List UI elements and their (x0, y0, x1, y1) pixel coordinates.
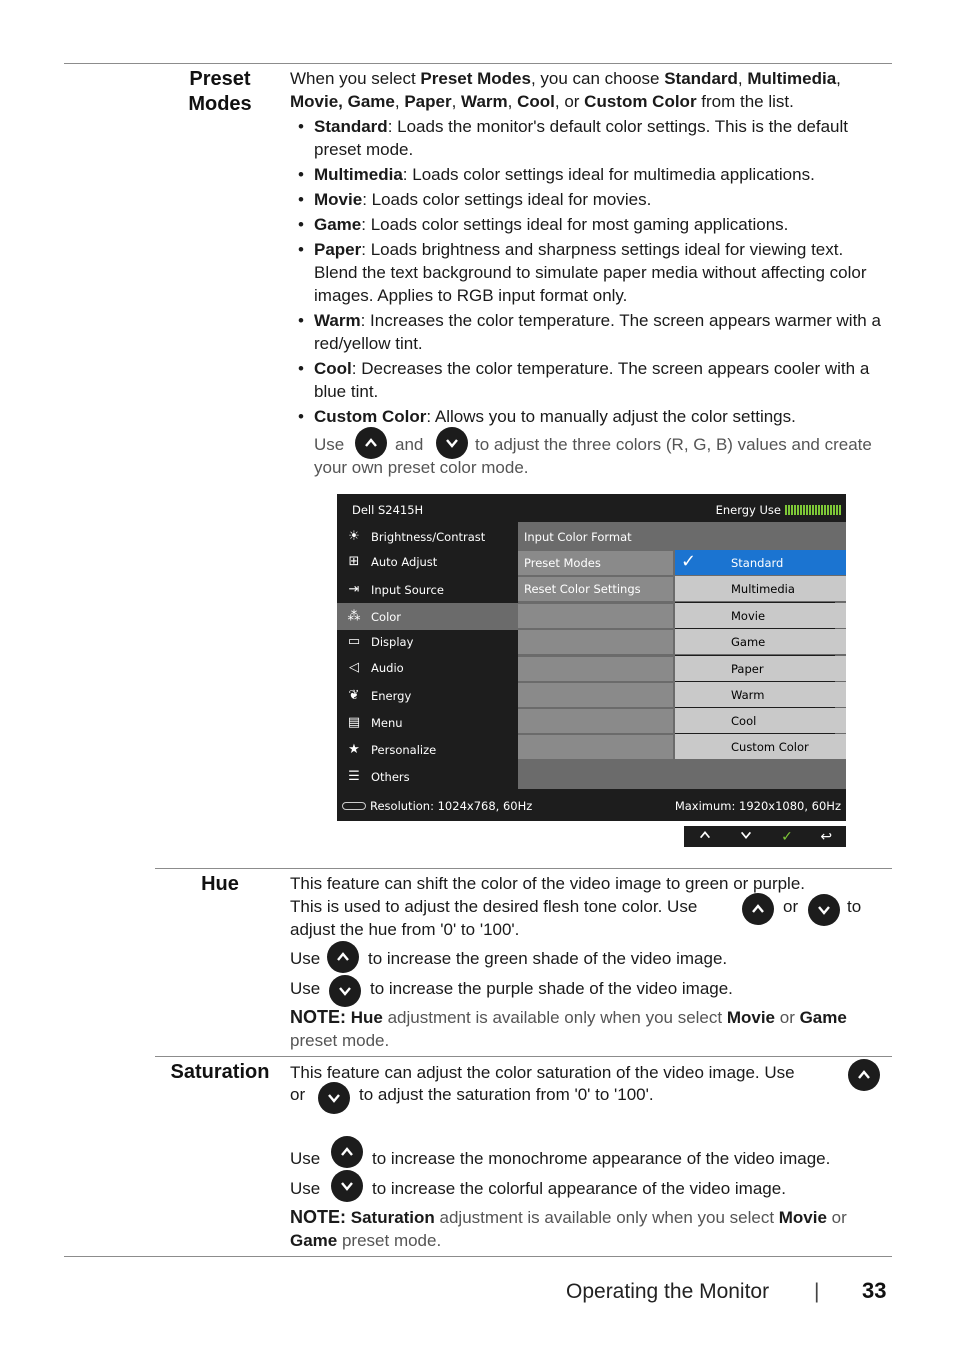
bullet-term: Paper (314, 240, 362, 259)
color-icon: ⁂ (347, 609, 361, 624)
energy-bars-icon (785, 505, 841, 515)
osd-menu-auto-adjust[interactable] (337, 548, 518, 575)
saturation-note-line2 (290, 1229, 441, 1252)
menu-label: Brightness/Contrast (371, 529, 486, 544)
bullet-cool (298, 357, 884, 403)
bullet-desc: : Decreases the color temperature. The screen appears cooler with a blue tint. (314, 359, 870, 401)
bullet-desc: : Increases the color temperature. The screen appears warmer with a red/yellow tint. (314, 311, 881, 353)
hue-line1: This feature can shift the color of the video image to green or purple. (290, 874, 806, 893)
bullet-game (298, 213, 884, 236)
osd-status-bar (337, 790, 846, 821)
intro-text: When you select (290, 69, 421, 88)
up-button-icon (327, 941, 359, 973)
option-divider (675, 707, 835, 708)
intro-custom-color: Custom Color (584, 92, 697, 111)
down-button-icon (436, 427, 468, 459)
osd-menu-screenshot (337, 494, 846, 821)
osd-menu-audio[interactable] (337, 654, 518, 681)
hue-inc-purple: to increase the purple shade of the video image. (370, 979, 733, 998)
bullet-term: Cool (314, 359, 352, 378)
saturation-inc-color: to increase the colorful appearance of the video image. (372, 1179, 786, 1198)
display-icon: ▭ (347, 634, 361, 649)
hue-inc-green: to increase the green shade of the video image. (368, 949, 728, 968)
submenu-reset-color[interactable] (518, 577, 673, 601)
nav-up-icon[interactable] (698, 828, 712, 846)
down-button-icon (318, 1082, 350, 1114)
bullet-multimedia (298, 163, 884, 186)
osd-resolution (342, 799, 532, 813)
saturation-label: Saturation (170, 1061, 270, 1083)
bullet-term: Movie (314, 190, 363, 209)
energy-label: Energy Use (715, 503, 781, 517)
option-divider (675, 628, 835, 629)
option-standard[interactable] (675, 550, 846, 575)
note-text: or (826, 1208, 847, 1227)
hue-rule (155, 868, 892, 869)
bullet-term: Custom Color (314, 407, 427, 426)
menu-label: Input Source (371, 582, 444, 597)
bullet-term: Game (314, 215, 362, 234)
note-saturation: Saturation (350, 1208, 435, 1227)
option-label: Custom Color (731, 739, 809, 754)
bullet-term: Warm (314, 311, 361, 330)
note-hue: Hue (350, 1008, 383, 1027)
hue-use-purple: Use (290, 979, 321, 998)
menu-label: Others (371, 769, 410, 784)
footer-separator: | (814, 1280, 820, 1303)
custom-use-text: Use (314, 435, 345, 454)
option-divider (675, 681, 835, 682)
down-button-icon (331, 1170, 363, 1202)
note-movie: Movie (778, 1208, 827, 1227)
bullet-desc: : Loads brightness and sharpness settings ideal for viewing text. Blend the text background to simulate paper media without affecting color images. Applies to RGB input format only. (314, 240, 867, 305)
menu-label: Energy (371, 688, 412, 703)
intro-text: , (507, 92, 518, 111)
page-number: 33 (862, 1278, 887, 1303)
submenu-empty (518, 630, 673, 654)
note-text: adjustment is available only when you select (434, 1208, 779, 1227)
custom-and-text: and (395, 435, 424, 454)
option-paper[interactable] (675, 656, 846, 681)
option-divider (675, 733, 835, 734)
hue-note-line2: preset mode. (290, 1031, 390, 1050)
osd-menu-input-source[interactable] (337, 576, 518, 603)
resolution-text: Resolution: 1024x768, 60Hz (370, 799, 533, 813)
submenu-empty (518, 683, 673, 707)
intro-text: , (394, 92, 405, 111)
bullet-paper (298, 238, 884, 307)
saturation-line2a: or (290, 1085, 306, 1104)
bullet-term: Standard (314, 117, 388, 136)
option-label: Cool (731, 713, 757, 728)
note-movie: Movie (726, 1008, 776, 1027)
menu-label: Auto Adjust (371, 554, 438, 569)
menu-label: Menu (371, 715, 403, 730)
osd-menu-menu[interactable] (337, 709, 518, 736)
intro-warm: Warm (461, 92, 508, 111)
submenu-preset-modes[interactable] (518, 551, 673, 575)
option-cool[interactable] (675, 708, 846, 733)
star-icon: ★ (348, 742, 360, 757)
bullet-warm (298, 309, 884, 355)
intro-movie-game: Movie, Game (290, 92, 395, 111)
up-button-icon (742, 893, 774, 925)
bullet-desc: : Loads the monitor's default color settings. This is the default preset mode. (314, 117, 848, 159)
hue-line3: adjust the hue from '0' to '100'. (290, 920, 520, 939)
nav-down-icon[interactable] (739, 828, 753, 846)
osd-maximum: Maximum: 1920x1080, 60Hz (674, 799, 841, 813)
bullet-custom-color (298, 405, 884, 428)
osd-menu-energy[interactable] (337, 682, 518, 709)
note-text: adjustment is available only when you select (382, 1008, 727, 1027)
preset-intro-line1 (290, 67, 841, 90)
check-icon: ✓ (681, 551, 697, 572)
saturation-rule (155, 1056, 892, 1057)
up-button-icon (355, 427, 387, 459)
submenu-empty (518, 735, 673, 759)
note-game: Game (799, 1008, 847, 1027)
up-button-icon (331, 1136, 363, 1168)
up-button-icon (848, 1059, 880, 1091)
bullet-desc: : Loads color settings ideal for most gaming applications. (361, 215, 789, 234)
option-warm[interactable] (675, 682, 846, 707)
osd-energy-use (716, 503, 841, 517)
intro-preset-modes: Preset Modes (420, 69, 531, 88)
hue-line2c: to (847, 897, 862, 916)
menu-label: Personalize (371, 742, 437, 757)
audio-icon: ◁ (349, 660, 359, 675)
menu-label: Audio (371, 660, 404, 675)
intro-paper: Paper (404, 92, 452, 111)
option-divider (675, 655, 835, 656)
preset-bullet-list (298, 115, 884, 430)
note-text: or (775, 1008, 800, 1027)
submenu-label: Input Color Format (524, 530, 632, 544)
option-game[interactable] (675, 629, 846, 654)
option-label: Paper (731, 661, 764, 676)
down-button-icon (808, 894, 840, 926)
bottom-rule (64, 1256, 892, 1257)
bullet-desc: : Allows you to manually adjust the color settings. (426, 407, 796, 426)
note-label: NOTE: (290, 1007, 346, 1027)
intro-text: , you can choose (530, 69, 665, 88)
intro-standard: Standard (664, 69, 738, 88)
bullet-standard (298, 115, 884, 161)
intro-text: from the list. (696, 92, 794, 111)
intro-cool: Cool (517, 92, 555, 111)
input-source-icon: ⇥ (348, 582, 360, 597)
note-text: preset mode. (337, 1231, 442, 1250)
custom-line2-text: your own preset color mode. (314, 458, 529, 477)
bullet-movie (298, 188, 884, 211)
footer-section-title: Operating the Monitor (566, 1280, 770, 1303)
saturation-use-color: Use (290, 1179, 321, 1198)
menu-icon: ▤ (347, 715, 361, 730)
others-icon: ☰ (348, 769, 360, 784)
saturation-line1: This feature can adjust the color saturation of the video image. Use (290, 1063, 795, 1082)
auto-adjust-icon: ⊞ (348, 554, 360, 569)
osd-menu-brightness[interactable] (337, 523, 518, 550)
hue-label: Hue (201, 873, 239, 895)
hue-line2a: This is used to adjust the desired flesh tone color. Use (290, 897, 698, 916)
option-label: Movie (731, 608, 766, 623)
nav-back-icon[interactable]: ↩ (820, 828, 833, 845)
bullet-desc: : Loads color settings ideal for multimedia applications. (402, 165, 815, 184)
option-label: Multimedia (731, 581, 795, 596)
option-custom-color[interactable] (675, 734, 846, 759)
preset-label-line2: Modes (188, 93, 252, 115)
saturation-note (290, 1206, 847, 1229)
hue-note (290, 1006, 847, 1029)
intro-text: , or (554, 92, 585, 111)
intro-text: , (451, 92, 462, 111)
nav-ok-icon[interactable]: ✓ (781, 828, 793, 845)
top-rule (64, 63, 892, 64)
submenu-empty (518, 657, 673, 681)
intro-text: , (737, 69, 748, 88)
saturation-use-mono: Use (290, 1149, 321, 1168)
brightness-icon: ☀ (348, 529, 360, 544)
option-label: Warm (731, 687, 765, 702)
option-divider (675, 602, 835, 603)
custom-rest-text: to adjust the three colors (R, G, B) values and create (475, 435, 872, 454)
osd-model-name: Dell S2415H (352, 503, 424, 517)
bullet-desc: : Loads color settings ideal for movies. (362, 190, 652, 209)
preset-intro-line2 (290, 90, 794, 113)
menu-label: Display (371, 634, 414, 649)
option-multimedia[interactable] (675, 576, 846, 601)
submenu-label: Reset Color Settings (524, 582, 641, 596)
bullet-term: Multimedia (314, 165, 403, 184)
intro-text: , (836, 69, 841, 88)
resolution-icon (342, 802, 366, 810)
preset-label-line1: Preset (189, 68, 251, 90)
submenu-empty (518, 604, 673, 628)
osd-menu-color[interactable] (337, 603, 518, 630)
osd-menu-personalize[interactable] (337, 736, 518, 763)
submenu-input-color-format[interactable] (518, 525, 673, 549)
hue-use-green: Use (290, 949, 321, 968)
saturation-inc-mono: to increase the monochrome appearance of the video image. (372, 1149, 831, 1168)
option-label: Standard (731, 555, 784, 570)
submenu-empty (518, 709, 673, 733)
submenu-label: Preset Modes (524, 556, 601, 570)
note-game: Game (290, 1231, 338, 1250)
osd-menu-display[interactable] (337, 628, 518, 655)
osd-menu-others[interactable] (337, 763, 518, 790)
down-button-icon (329, 975, 361, 1007)
osd-nav-buttons (684, 826, 846, 847)
preset-modes-label (180, 67, 260, 117)
option-label: Game (731, 634, 766, 649)
energy-leaf-icon: ❦ (348, 688, 360, 703)
menu-label: Color (371, 609, 402, 624)
saturation-line2b: to adjust the saturation from '0' to '100'. (359, 1085, 654, 1104)
osd-header (337, 494, 846, 522)
option-movie[interactable] (675, 603, 846, 628)
intro-multimedia: Multimedia (747, 69, 837, 88)
hue-line2b: or (783, 897, 799, 916)
note-label: NOTE: (290, 1207, 346, 1227)
